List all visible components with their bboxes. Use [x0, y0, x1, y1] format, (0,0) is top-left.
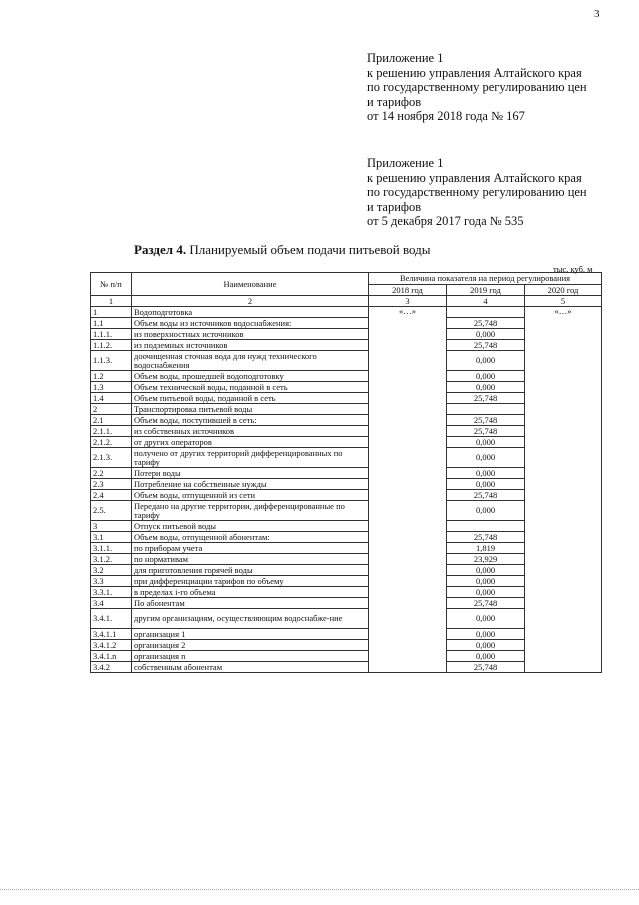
row-name: Отпуск питьевой воды: [132, 521, 369, 532]
appendix-line: от 5 декабря 2017 года № 535: [367, 214, 524, 229]
value-2019: 0,000: [447, 609, 525, 629]
appendix-new: [367, 51, 587, 124]
value-2019: 0,000: [447, 587, 525, 598]
value-2019: [447, 307, 525, 318]
row-number: 1: [91, 307, 132, 318]
row-name: организация n: [132, 651, 369, 662]
row-number: 3: [91, 521, 132, 532]
value-2019: 25,748: [447, 426, 525, 437]
appendix-line: к решению управления Алтайского края: [367, 65, 582, 80]
row-number: 1.4: [91, 393, 132, 404]
row-name: доочищенная сточная вода для нужд технического водоснабжения: [132, 351, 369, 371]
row-name: Объем воды из источников водоснабжения:: [132, 318, 369, 329]
row-number: 2.1.2.: [91, 437, 132, 448]
row-name: получено от других территорий дифференцированных по тарифу: [132, 448, 369, 468]
row-name: Объем воды, поступившей в сеть:: [132, 415, 369, 426]
value-2019: 0,000: [447, 468, 525, 479]
row-name: Транспортировка питьевой воды: [132, 404, 369, 415]
appendix-line: к решению управления Алтайского края: [367, 170, 582, 185]
value-2018-omitted: «…»: [369, 307, 447, 673]
value-2019: 0,000: [447, 329, 525, 340]
value-2020-omitted: «…»: [525, 307, 602, 673]
value-2019: 25,748: [447, 532, 525, 543]
appendix-line: Приложение 1: [367, 156, 444, 170]
row-name: из собственных источников: [132, 426, 369, 437]
column-number: 4: [447, 296, 525, 307]
section-text: Планируемый объем подачи питьевой воды: [186, 242, 431, 257]
row-number: 1.1.2.: [91, 340, 132, 351]
row-number: 1.3: [91, 382, 132, 393]
value-2019: 0,000: [447, 371, 525, 382]
row-name: Потребление на собственные нужды: [132, 479, 369, 490]
appendix-old: [367, 156, 587, 229]
appendix-line: и тарифов: [367, 199, 422, 214]
value-2019: [447, 521, 525, 532]
row-number: 2.3: [91, 479, 132, 490]
row-number: 1.1.3.: [91, 351, 132, 371]
header-period: Величина показателя на период регулирования: [369, 273, 602, 285]
row-number: 3.4: [91, 598, 132, 609]
row-number: 3.4.2: [91, 662, 132, 673]
value-2019: 0,000: [447, 629, 525, 640]
row-number: 3.1.1.: [91, 543, 132, 554]
value-2019: 0,000: [447, 576, 525, 587]
header-name: Наименование: [132, 273, 369, 296]
row-number: 3.4.1.1: [91, 629, 132, 640]
row-number: 3.3: [91, 576, 132, 587]
section-label: Раздел 4.: [134, 242, 187, 257]
row-name: при дифференциации тарифов по объему: [132, 576, 369, 587]
row-name: по нормативам: [132, 554, 369, 565]
column-number: 2: [132, 296, 369, 307]
units-label: тыс. куб. м: [553, 264, 593, 274]
value-2019: 25,748: [447, 490, 525, 501]
row-name: из поверхностных источников: [132, 329, 369, 340]
row-name: Объем технической воды, поданной в сеть: [132, 382, 369, 393]
value-2019: 0,000: [447, 479, 525, 490]
row-name: организация 2: [132, 640, 369, 651]
row-number: 2.2: [91, 468, 132, 479]
water-volume-table: [90, 272, 602, 673]
row-number: 3.1.2.: [91, 554, 132, 565]
row-name: Водоподготовка: [132, 307, 369, 318]
row-name: Объем воды, отпущенной абонентам:: [132, 532, 369, 543]
row-number: 2: [91, 404, 132, 415]
row-name: от других операторов: [132, 437, 369, 448]
row-name: Объем питьевой воды, поданной в сеть: [132, 393, 369, 404]
row-name: По абонентам: [132, 598, 369, 609]
row-number: 3.4.1.2: [91, 640, 132, 651]
header-year-2018: 2018 год: [369, 285, 447, 296]
row-number: 2.1.1.: [91, 426, 132, 437]
row-number: 3.1: [91, 532, 132, 543]
value-2019: 0,000: [447, 437, 525, 448]
row-name: из подземных источников: [132, 340, 369, 351]
row-number: 3.2: [91, 565, 132, 576]
row-name: организация 1: [132, 629, 369, 640]
header-year-2020: 2020 год: [525, 285, 602, 296]
row-number: 3.4.1.n: [91, 651, 132, 662]
row-number: 2.5.: [91, 501, 132, 521]
row-name: в пределах i-го объема: [132, 587, 369, 598]
column-number: 1: [91, 296, 132, 307]
row-number: 1.1: [91, 318, 132, 329]
row-number: 3.4.1.: [91, 609, 132, 629]
row-name: другим организациям, осуществляющим водоснабже-ние: [132, 609, 369, 629]
table-body: [91, 307, 602, 673]
appendix-line: по государственному регулированию цен: [367, 185, 587, 200]
value-2019: 0,000: [447, 501, 525, 521]
row-number: 2.1.3.: [91, 448, 132, 468]
value-2019: 0,000: [447, 640, 525, 651]
row-number: 1.1.1.: [91, 329, 132, 340]
row-number: 1.2: [91, 371, 132, 382]
section-title: [134, 242, 431, 258]
value-2019: 23,929: [447, 554, 525, 565]
value-2019: 25,748: [447, 662, 525, 673]
column-number: 3: [369, 296, 447, 307]
value-2019: 25,748: [447, 318, 525, 329]
row-number: 3.3.1.: [91, 587, 132, 598]
value-2019: 0,000: [447, 565, 525, 576]
value-2019: 0,000: [447, 382, 525, 393]
column-number: 5: [525, 296, 602, 307]
value-2019: 1,819: [447, 543, 525, 554]
row-name: по приборам учета: [132, 543, 369, 554]
row-name: для приготовления горячей воды: [132, 565, 369, 576]
appendix-line: от 14 ноября 2018 года № 167: [367, 109, 525, 124]
row-number: 2.1: [91, 415, 132, 426]
page-bottom-line: [0, 889, 639, 890]
value-2019: 25,748: [447, 340, 525, 351]
row-name: Объем воды, отпущенной из сети: [132, 490, 369, 501]
header-number: № п/п: [91, 273, 132, 296]
table-row: [91, 307, 602, 318]
row-name: Объем воды, прошедшей водоподготовку: [132, 371, 369, 382]
appendix-line: Приложение 1: [367, 51, 444, 65]
row-number: 2.4: [91, 490, 132, 501]
value-2019: 0,000: [447, 448, 525, 468]
row-name: собственным абонентам: [132, 662, 369, 673]
value-2019: 0,000: [447, 651, 525, 662]
value-2019: 25,748: [447, 598, 525, 609]
header-year-2019: 2019 год: [447, 285, 525, 296]
appendix-line: и тарифов: [367, 94, 422, 109]
value-2019: [447, 404, 525, 415]
value-2019: 25,748: [447, 415, 525, 426]
page-number: 3: [594, 8, 600, 20]
appendix-line: по государственному регулированию цен: [367, 80, 587, 95]
row-name: Передано на другие территории, дифференцированные по тарифу: [132, 501, 369, 521]
value-2019: 0,000: [447, 351, 525, 371]
row-name: Потери воды: [132, 468, 369, 479]
value-2019: 25,748: [447, 393, 525, 404]
